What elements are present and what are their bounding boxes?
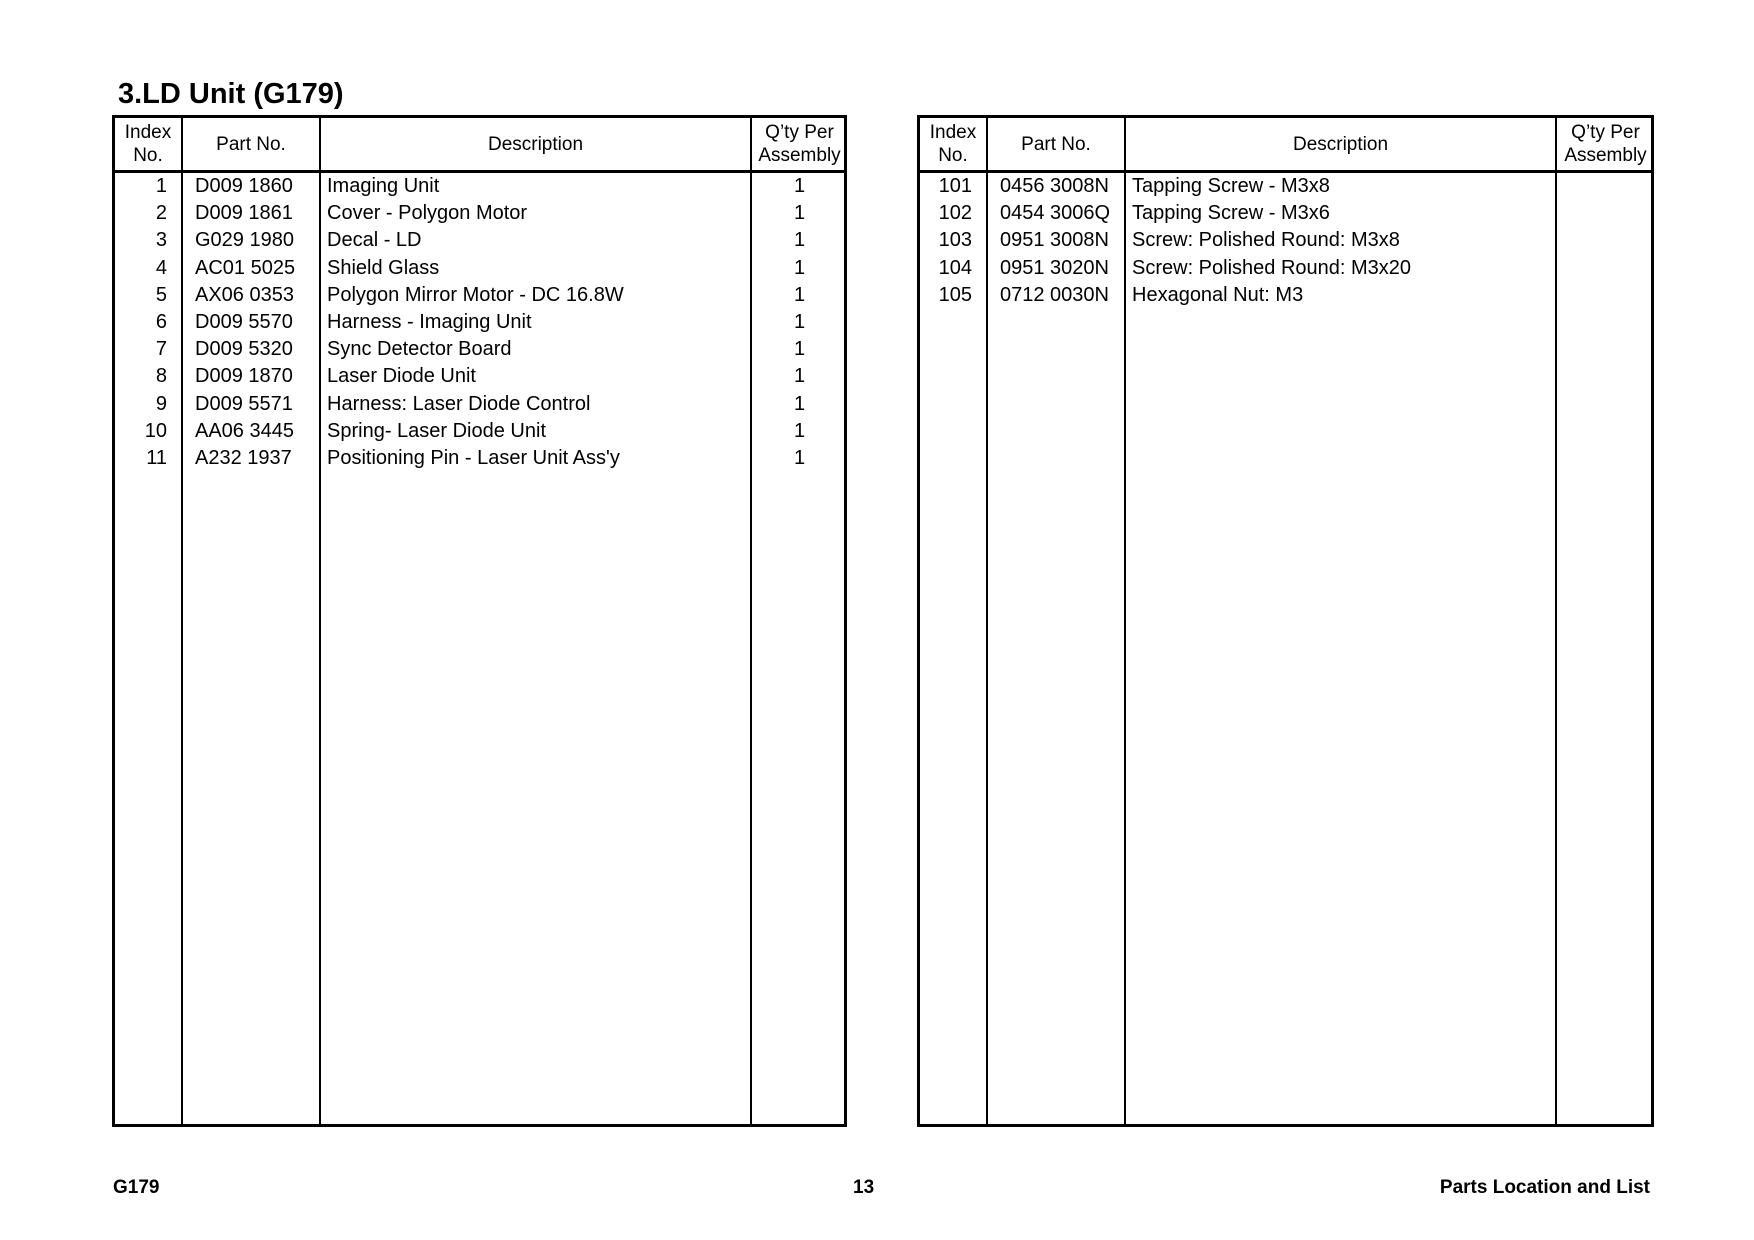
table-row <box>115 445 844 472</box>
cell-description: Polygon Mirror Motor - DC 16.8W <box>327 283 624 306</box>
cell-part-no: D009 5320 <box>195 338 293 361</box>
header-part-no: Part No. <box>1021 133 1091 155</box>
table-row <box>115 336 844 363</box>
cell-part-no: 0712 0030N <box>1000 283 1109 306</box>
table-row <box>920 227 1651 254</box>
cell-part-no: AX06 0353 <box>195 283 294 306</box>
footer-model: G179 <box>113 1177 160 1198</box>
cell-index: 11 <box>146 447 167 469</box>
cell-index: 102 <box>938 202 972 225</box>
page-title: 3.LD Unit (G179) <box>118 78 344 110</box>
table-row <box>115 282 844 309</box>
header-index: Index No. <box>929 122 977 166</box>
cell-qty: 1 <box>793 202 806 225</box>
cell-index: 7 <box>155 338 167 361</box>
cell-index: 2 <box>155 202 167 225</box>
cell-index: 105 <box>938 283 972 306</box>
cell-index: 103 <box>938 229 972 252</box>
table-row <box>115 309 844 336</box>
cell-index: 6 <box>155 311 167 333</box>
table-row <box>115 391 844 418</box>
cell-qty: 1 <box>793 419 806 442</box>
cell-qty: 1 <box>793 175 806 197</box>
cell-description: Cover - Polygon Motor <box>327 202 528 225</box>
cell-index: 1 <box>155 175 167 197</box>
table-row <box>920 282 1651 309</box>
cell-part-no: D009 1870 <box>195 365 293 388</box>
cell-qty: 1 <box>793 311 806 333</box>
cell-description: Imaging Unit <box>327 175 440 197</box>
header-index: Index No. <box>124 122 172 166</box>
cell-index: 10 <box>144 419 167 442</box>
cell-qty: 1 <box>793 338 806 361</box>
cell-description: Tapping Screw - M3x6 <box>1132 202 1330 225</box>
header-description: Description <box>487 133 584 155</box>
cell-description: Shield Glass <box>327 256 440 279</box>
header-description: Description <box>1292 133 1389 155</box>
cell-part-no: D009 1861 <box>195 202 293 225</box>
table-row <box>920 173 1651 200</box>
cell-description: Tapping Screw - M3x8 <box>1132 175 1330 197</box>
table-row <box>115 227 844 254</box>
cell-part-no: G029 1980 <box>195 229 294 252</box>
cell-qty: 1 <box>793 392 806 415</box>
cell-index: 3 <box>155 229 167 252</box>
cell-part-no: 0456 3008N <box>1000 175 1109 197</box>
cell-description: Sync Detector Board <box>327 338 512 361</box>
cell-index: 4 <box>155 256 167 279</box>
cell-description: Spring- Laser Diode Unit <box>327 419 546 442</box>
table-row <box>920 255 1651 282</box>
cell-part-no: AA06 3445 <box>195 419 294 442</box>
cell-part-no: 0951 3008N <box>1000 229 1109 252</box>
header-qty: Q’ty Per Assembly <box>758 122 841 166</box>
cell-index: 104 <box>938 256 972 279</box>
cell-description: Positioning Pin - Laser Unit Ass'y <box>327 447 620 469</box>
table-row <box>115 255 844 282</box>
cell-part-no: D009 5571 <box>195 392 293 415</box>
cell-qty: 1 <box>793 447 806 469</box>
table-row <box>115 200 844 227</box>
table-row <box>115 363 844 390</box>
cell-qty: 1 <box>793 283 806 306</box>
cell-description: Hexagonal Nut: M3 <box>1132 283 1304 306</box>
cell-description: Screw: Polished Round: M3x20 <box>1132 256 1412 279</box>
parts-table-right <box>917 115 1654 1127</box>
footer-section-title: Parts Location and List <box>1439 1177 1650 1198</box>
header-qty: Q’ty Per Assembly <box>1564 122 1647 166</box>
cell-description: Harness: Laser Diode Control <box>327 392 591 415</box>
table-row <box>115 173 844 200</box>
table-row <box>920 200 1651 227</box>
cell-description: Laser Diode Unit <box>327 365 476 388</box>
cell-index: 101 <box>938 175 972 197</box>
cell-qty: 1 <box>793 229 806 252</box>
cell-part-no: AC01 5025 <box>195 256 296 279</box>
cell-part-no: A232 1937 <box>195 447 292 469</box>
cell-description: Decal - LD <box>327 229 422 252</box>
cell-index: 8 <box>155 365 167 388</box>
cell-qty: 1 <box>793 256 806 279</box>
cell-part-no: 0454 3006Q <box>1000 202 1111 225</box>
cell-qty: 1 <box>793 365 806 388</box>
cell-description: Harness - Imaging Unit <box>327 311 532 333</box>
cell-part-no: D009 1860 <box>195 175 293 197</box>
cell-description: Screw: Polished Round: M3x8 <box>1132 229 1400 252</box>
parts-table-left <box>112 115 847 1127</box>
header-part-no: Part No. <box>216 133 286 155</box>
table-row <box>115 418 844 445</box>
cell-part-no: 0951 3020N <box>1000 256 1109 279</box>
cell-index: 5 <box>155 283 167 306</box>
footer-page-number: 13 <box>853 1177 875 1198</box>
cell-part-no: D009 5570 <box>195 311 293 333</box>
cell-index: 9 <box>155 392 167 415</box>
